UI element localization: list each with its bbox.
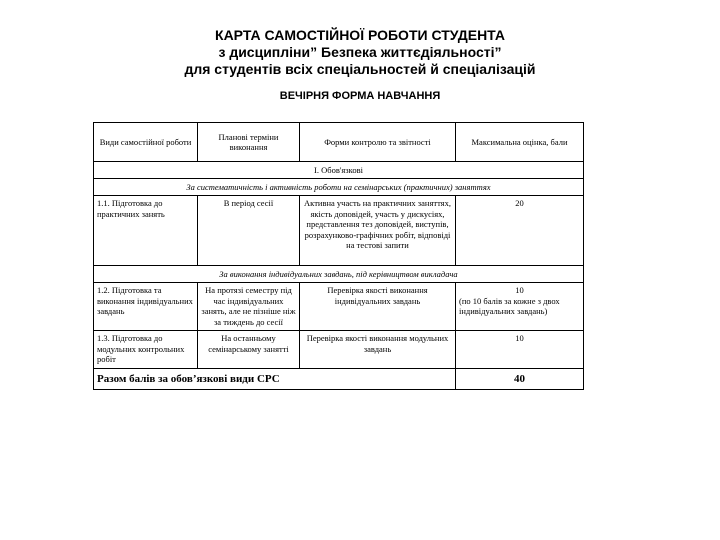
- study-form-heading: ВЕЧІРНЯ ФОРМА НАВЧАННЯ: [279, 90, 441, 102]
- section-individual-label: За виконання індивідуальних завдань, під керівництвом викладача: [94, 266, 584, 283]
- row-1-3-term: На останньому семінарському занятті: [198, 331, 300, 369]
- section-row-mandatory: [94, 162, 584, 179]
- total-value: 40: [456, 369, 584, 390]
- total-label: Разом балів за обов’язкові види СРС: [94, 369, 456, 390]
- independent-work-table: [93, 122, 584, 390]
- section-row-systematic: [94, 179, 584, 196]
- table-row: [94, 196, 584, 266]
- total-row: [94, 369, 584, 390]
- row-1-2-control: Перевірка якості виконання індивідуальних завдань: [300, 283, 456, 331]
- column-header-control-forms: Форми контролю та звітності: [300, 123, 456, 162]
- row-1-2-score: 10: [515, 285, 524, 295]
- section-row-individual: [94, 266, 584, 283]
- table-header-row: [94, 123, 584, 162]
- row-1-1-type: 1.1. Підготовка до практичних занять: [94, 196, 198, 266]
- row-1-1-term: В період сесії: [198, 196, 300, 266]
- section-mandatory-label: І. Обов'язкові: [94, 162, 584, 179]
- column-header-terms: Планові терміни виконання: [198, 123, 300, 162]
- column-header-work-type: Види самостійної роботи: [94, 123, 198, 162]
- row-1-2-score-note: (по 10 балів за кожне з двох індивідуальних завдань): [459, 295, 560, 316]
- row-1-3-type: 1.3. Підготовка до модульних контрольних робіт: [94, 331, 198, 369]
- page-title-line-2: з дисципліни” Безпека життєдіяльності”: [218, 44, 502, 60]
- section-systematic-label: За систематичність і активність роботи на семінарських (практичних) заняттях: [94, 179, 584, 196]
- page-title-line-3: для студентів всіх спеціальностей й спеціалізацій: [184, 61, 536, 77]
- row-1-3-control: Перевірка якості виконання модульних завдань: [300, 331, 456, 369]
- row-1-1-score: 20: [456, 196, 584, 266]
- row-1-2-term: На протязі семестру під час індивідуальних занять, але не пізніше ніж за тиждень до сесії: [198, 283, 300, 331]
- page-title-line-1: КАРТА САМОСТІЙНОЇ РОБОТИ СТУДЕНТА: [215, 27, 505, 43]
- row-1-3-score: 10: [456, 331, 584, 369]
- column-header-max-score: Максимальна оцінка, бали: [456, 123, 584, 162]
- row-1-2-score-cell: [456, 283, 584, 331]
- table-row: [94, 283, 584, 331]
- table-row: [94, 331, 584, 369]
- row-1-2-type: 1.2. Підготовка та виконання індивідуальних завдань: [94, 283, 198, 331]
- row-1-1-control: Активна участь на практичних заняттях, якість доповідей, участь у дискусіях, представлення тез доповідей, виступів, розрахунково-графічних робіт, відповіді на тестові запити: [300, 196, 456, 266]
